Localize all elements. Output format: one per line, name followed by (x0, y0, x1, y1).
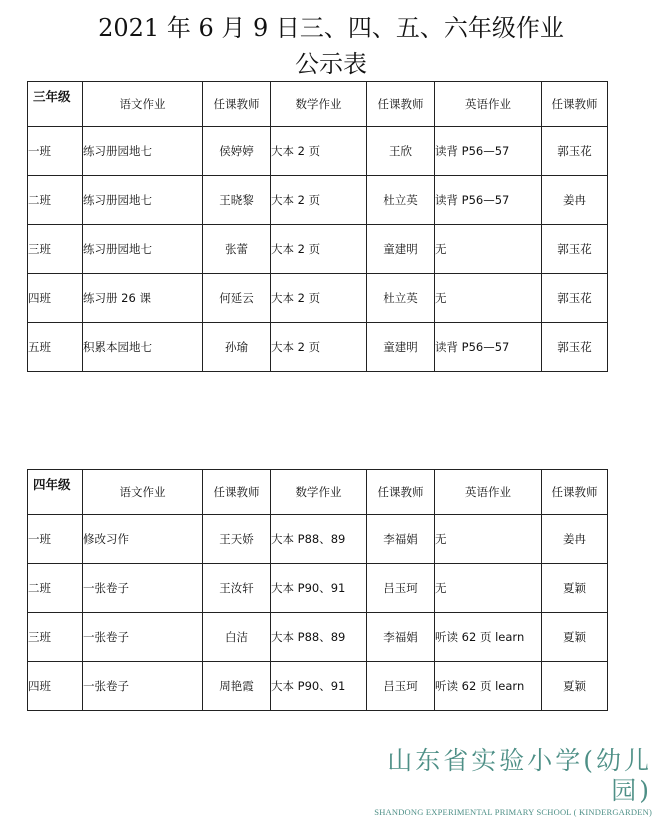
chinese-teacher: 王天娇 (203, 515, 271, 564)
table-header-row (28, 470, 608, 515)
header-chinese: 语文作业 (83, 82, 203, 127)
chinese-teacher: 王汝轩 (203, 564, 271, 613)
header-teacher: 任课教师 (367, 470, 435, 515)
chinese-homework: 一张卷子 (83, 662, 203, 711)
header-teacher: 任课教师 (203, 82, 271, 127)
school-logo-english: SHANDONG EXPERIMENTAL PRIMARY SCHOOL ( KINDERGARDEN) (374, 807, 652, 817)
chinese-teacher: 孙瑜 (203, 323, 271, 372)
table-row (28, 127, 608, 176)
chinese-teacher: 白洁 (203, 613, 271, 662)
chinese-homework: 练习册 26 课 (83, 274, 203, 323)
english-homework: 无 (435, 515, 542, 564)
table-row (28, 564, 608, 613)
table-row (28, 613, 608, 662)
math-teacher: 李福娟 (367, 613, 435, 662)
english-homework: 无 (435, 274, 542, 323)
table-row (28, 515, 608, 564)
table-header-row (28, 82, 608, 127)
chinese-homework: 一张卷子 (83, 613, 203, 662)
table-row (28, 225, 608, 274)
class-cell: 一班 (28, 515, 83, 564)
class-cell: 五班 (28, 323, 83, 372)
math-homework: 大本 P88、89 (271, 613, 367, 662)
grade-label: 四年级 (28, 470, 83, 515)
header-teacher: 任课教师 (542, 470, 608, 515)
english-teacher: 夏颖 (542, 613, 608, 662)
math-teacher: 王欣 (367, 127, 435, 176)
math-teacher: 杜立英 (367, 176, 435, 225)
table-row (28, 274, 608, 323)
school-logo (352, 746, 652, 818)
class-cell: 一班 (28, 127, 83, 176)
english-teacher: 姜冉 (542, 176, 608, 225)
chinese-homework: 积累本园地七 (83, 323, 203, 372)
table-row (28, 662, 608, 711)
math-teacher: 童建明 (367, 225, 435, 274)
english-homework: 读背 P56—57 (435, 127, 542, 176)
class-cell: 三班 (28, 613, 83, 662)
class-cell: 二班 (28, 176, 83, 225)
math-teacher: 吕玉珂 (367, 564, 435, 613)
chinese-homework: 练习册园地七 (83, 225, 203, 274)
header-teacher: 任课教师 (203, 470, 271, 515)
class-cell: 三班 (28, 225, 83, 274)
english-teacher: 姜冉 (542, 515, 608, 564)
school-logo-chinese: 山东省实验小学(幼儿园) (387, 746, 652, 805)
header-math: 数学作业 (271, 470, 367, 515)
header-english: 英语作业 (435, 470, 542, 515)
chinese-homework: 一张卷子 (83, 564, 203, 613)
math-teacher: 李福娟 (367, 515, 435, 564)
english-teacher: 夏颖 (542, 662, 608, 711)
table-row (28, 323, 608, 372)
english-teacher: 夏颖 (542, 564, 608, 613)
chinese-homework: 修改习作 (83, 515, 203, 564)
math-homework: 大本 2 页 (271, 323, 367, 372)
math-homework: 大本 P90、91 (271, 662, 367, 711)
math-homework: 大本 2 页 (271, 274, 367, 323)
class-cell: 四班 (28, 274, 83, 323)
english-homework: 读背 P56—57 (435, 176, 542, 225)
header-english: 英语作业 (435, 82, 542, 127)
grade3-homework-table (27, 81, 608, 372)
english-homework: 听读 62 页 learn (435, 613, 542, 662)
english-homework: 无 (435, 564, 542, 613)
chinese-teacher: 王晓黎 (203, 176, 271, 225)
chinese-homework: 练习册园地七 (83, 176, 203, 225)
english-teacher: 郭玉花 (542, 127, 608, 176)
english-teacher: 郭玉花 (542, 225, 608, 274)
class-cell: 四班 (28, 662, 83, 711)
english-teacher: 郭玉花 (542, 274, 608, 323)
chinese-teacher: 周艳霞 (203, 662, 271, 711)
header-teacher: 任课教师 (542, 82, 608, 127)
english-teacher: 郭玉花 (542, 323, 608, 372)
grade-label: 三年级 (28, 82, 83, 127)
chinese-teacher: 张蕾 (203, 225, 271, 274)
math-homework: 大本 2 页 (271, 176, 367, 225)
math-homework: 大本 P88、89 (271, 515, 367, 564)
math-homework: 大本 2 页 (271, 225, 367, 274)
math-homework: 大本 2 页 (271, 127, 367, 176)
header-math: 数学作业 (271, 82, 367, 127)
table-row (28, 176, 608, 225)
math-homework: 大本 P90、91 (271, 564, 367, 613)
chinese-homework: 练习册园地七 (83, 127, 203, 176)
chinese-teacher: 何延云 (203, 274, 271, 323)
math-teacher: 杜立英 (367, 274, 435, 323)
english-homework: 读背 P56—57 (435, 323, 542, 372)
class-cell: 二班 (28, 564, 83, 613)
page-subtitle: 公示表 (295, 50, 367, 78)
english-homework: 无 (435, 225, 542, 274)
grade4-homework-table (27, 469, 608, 711)
header-teacher: 任课教师 (367, 82, 435, 127)
header-chinese: 语文作业 (83, 470, 203, 515)
english-homework: 听读 62 页 learn (435, 662, 542, 711)
chinese-teacher: 侯婷婷 (203, 127, 271, 176)
math-teacher: 吕玉珂 (367, 662, 435, 711)
page-title: 2021 年 6 月 9 日三、四、五、六年级作业 (98, 14, 564, 42)
math-teacher: 童建明 (367, 323, 435, 372)
